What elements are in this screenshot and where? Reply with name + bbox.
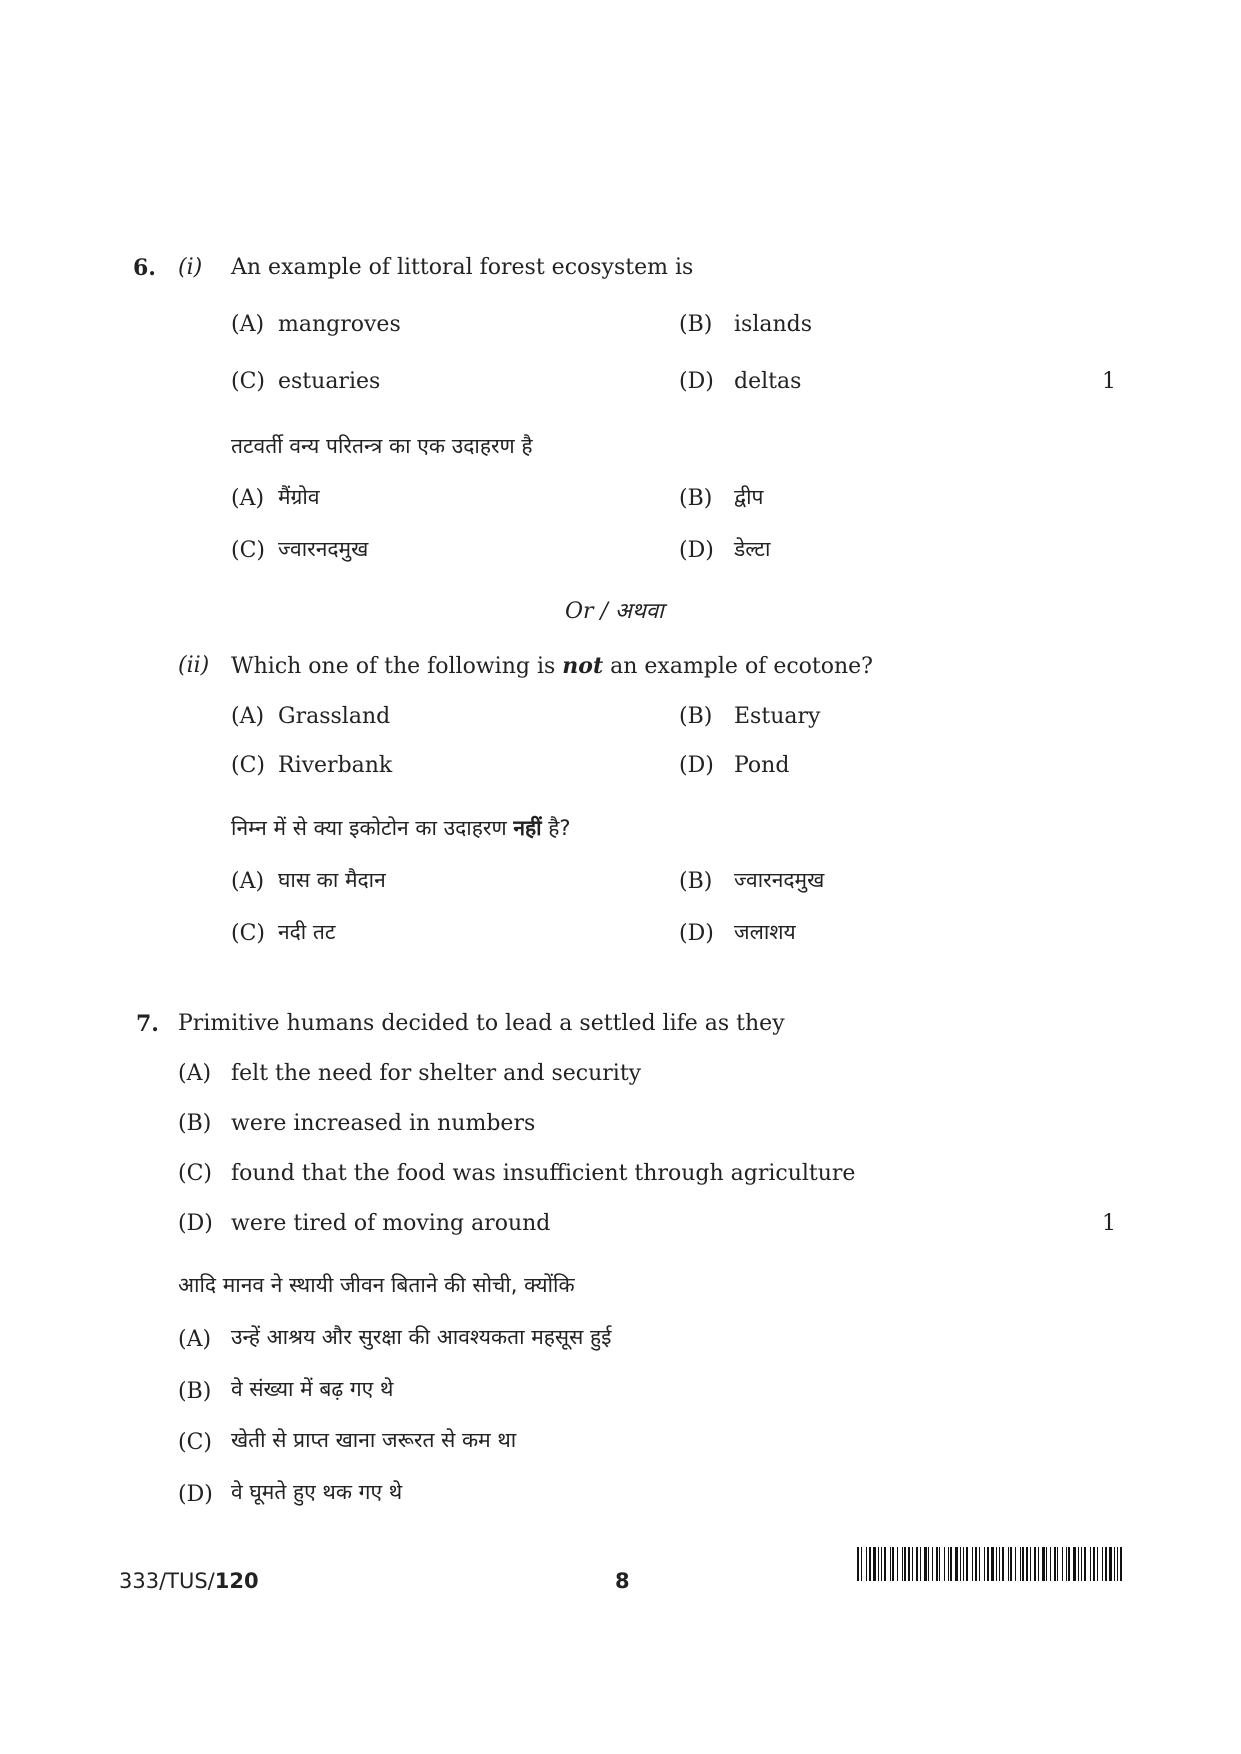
option-letter: (D) — [178, 1211, 213, 1236]
option-letter: (C) — [231, 369, 265, 394]
option-text: मैंग्रोव — [278, 485, 320, 509]
option-text: estuaries — [278, 369, 381, 394]
option-letter: (B) — [178, 1111, 212, 1136]
option-letter: (D) — [679, 921, 714, 946]
question-text-hi: तटवर्ती वन्य परितन्त्र का एक उदाहरण है — [231, 434, 533, 458]
option-letter: (C) — [178, 1430, 212, 1455]
question-number: 7. — [136, 1011, 159, 1037]
option-text: Estuary — [734, 704, 821, 729]
option-letter: (C) — [231, 921, 265, 946]
option-letter: (D) — [679, 753, 714, 778]
option-text: नदी तट — [278, 920, 336, 944]
or-separator: Or / अथवा — [565, 599, 664, 624]
option-text: Grassland — [278, 704, 391, 729]
option-text: islands — [734, 312, 813, 337]
option-text: were increased in numbers — [231, 1111, 536, 1136]
question-number: 6. — [133, 255, 156, 281]
question-text-part: an example of ecotone? — [610, 654, 873, 679]
option-text: Riverbank — [278, 753, 393, 778]
option-letter: (C) — [231, 753, 265, 778]
option-text: mangroves — [278, 312, 401, 337]
option-text: ज्वारनदमुख — [734, 868, 825, 892]
option-text: found that the food was insufficient through agriculture — [231, 1161, 856, 1186]
option-text: घास का मैदान — [278, 868, 386, 892]
option-letter: (A) — [231, 704, 265, 729]
marks-label: 1 — [1102, 369, 1116, 394]
part-label: (i) — [178, 255, 203, 280]
option-letter: (B) — [178, 1379, 212, 1404]
page-number: 8 — [615, 1569, 630, 1593]
option-text: डेल्टा — [734, 537, 771, 561]
option-text: उन्हें आश्रय और सुरक्षा की आवश्यकता महसूस हुई — [231, 1325, 612, 1349]
option-letter: (B) — [679, 312, 713, 337]
option-letter: (B) — [679, 486, 713, 511]
option-letter: (D) — [178, 1482, 213, 1507]
question-text-part: Which one of the following is — [231, 654, 556, 679]
question-text-en: An example of littoral forest ecosystem is — [231, 255, 694, 280]
option-text: खेती से प्राप्त खाना जरूरत से कम था — [231, 1428, 517, 1452]
option-letter: (B) — [679, 869, 713, 894]
option-letter: (A) — [178, 1061, 212, 1086]
option-text: felt the need for shelter and security — [231, 1061, 642, 1086]
part-label: (ii) — [178, 653, 210, 678]
paper-code-number: 120 — [214, 1569, 259, 1593]
question-text-en — [231, 655, 873, 678]
option-letter: (D) — [679, 369, 714, 394]
option-text: deltas — [734, 369, 802, 394]
question-text-part: है? — [548, 816, 571, 840]
option-text: जलाशय — [734, 920, 796, 944]
option-letter: (A) — [231, 869, 265, 894]
option-text: Pond — [734, 753, 790, 778]
question-text-hi: आदि मानव ने स्थायी जीवन बिताने की सोची, क्योंकि — [178, 1273, 575, 1297]
marks-label: 1 — [1102, 1211, 1116, 1236]
option-letter: (A) — [231, 486, 265, 511]
option-letter: (D) — [679, 538, 714, 563]
option-letter: (C) — [231, 538, 265, 563]
paper-code — [119, 1571, 259, 1592]
emphasis-word: नहीं — [513, 816, 542, 840]
option-text: वे घूमते हुए थक गए थे — [231, 1480, 403, 1504]
question-text-part: निम्न में से क्या इकोटोन का उदाहरण — [231, 816, 507, 840]
option-text: द्वीप — [734, 485, 764, 509]
option-letter: (C) — [178, 1161, 212, 1186]
option-text: वे संख्या में बढ़ गए थे — [231, 1377, 394, 1401]
option-text: were tired of moving around — [231, 1211, 551, 1236]
paper-code-prefix: 333/TUS/ — [119, 1569, 215, 1593]
question-text-hi — [231, 818, 571, 839]
emphasis-word: not — [562, 653, 604, 679]
option-text: ज्वारनदमुख — [278, 537, 369, 561]
barcode-icon — [857, 1547, 1123, 1581]
option-letter: (A) — [178, 1327, 212, 1352]
option-letter: (A) — [231, 312, 265, 337]
option-letter: (B) — [679, 704, 713, 729]
question-text-en: Primitive humans decided to lead a settled life as they — [178, 1011, 785, 1036]
